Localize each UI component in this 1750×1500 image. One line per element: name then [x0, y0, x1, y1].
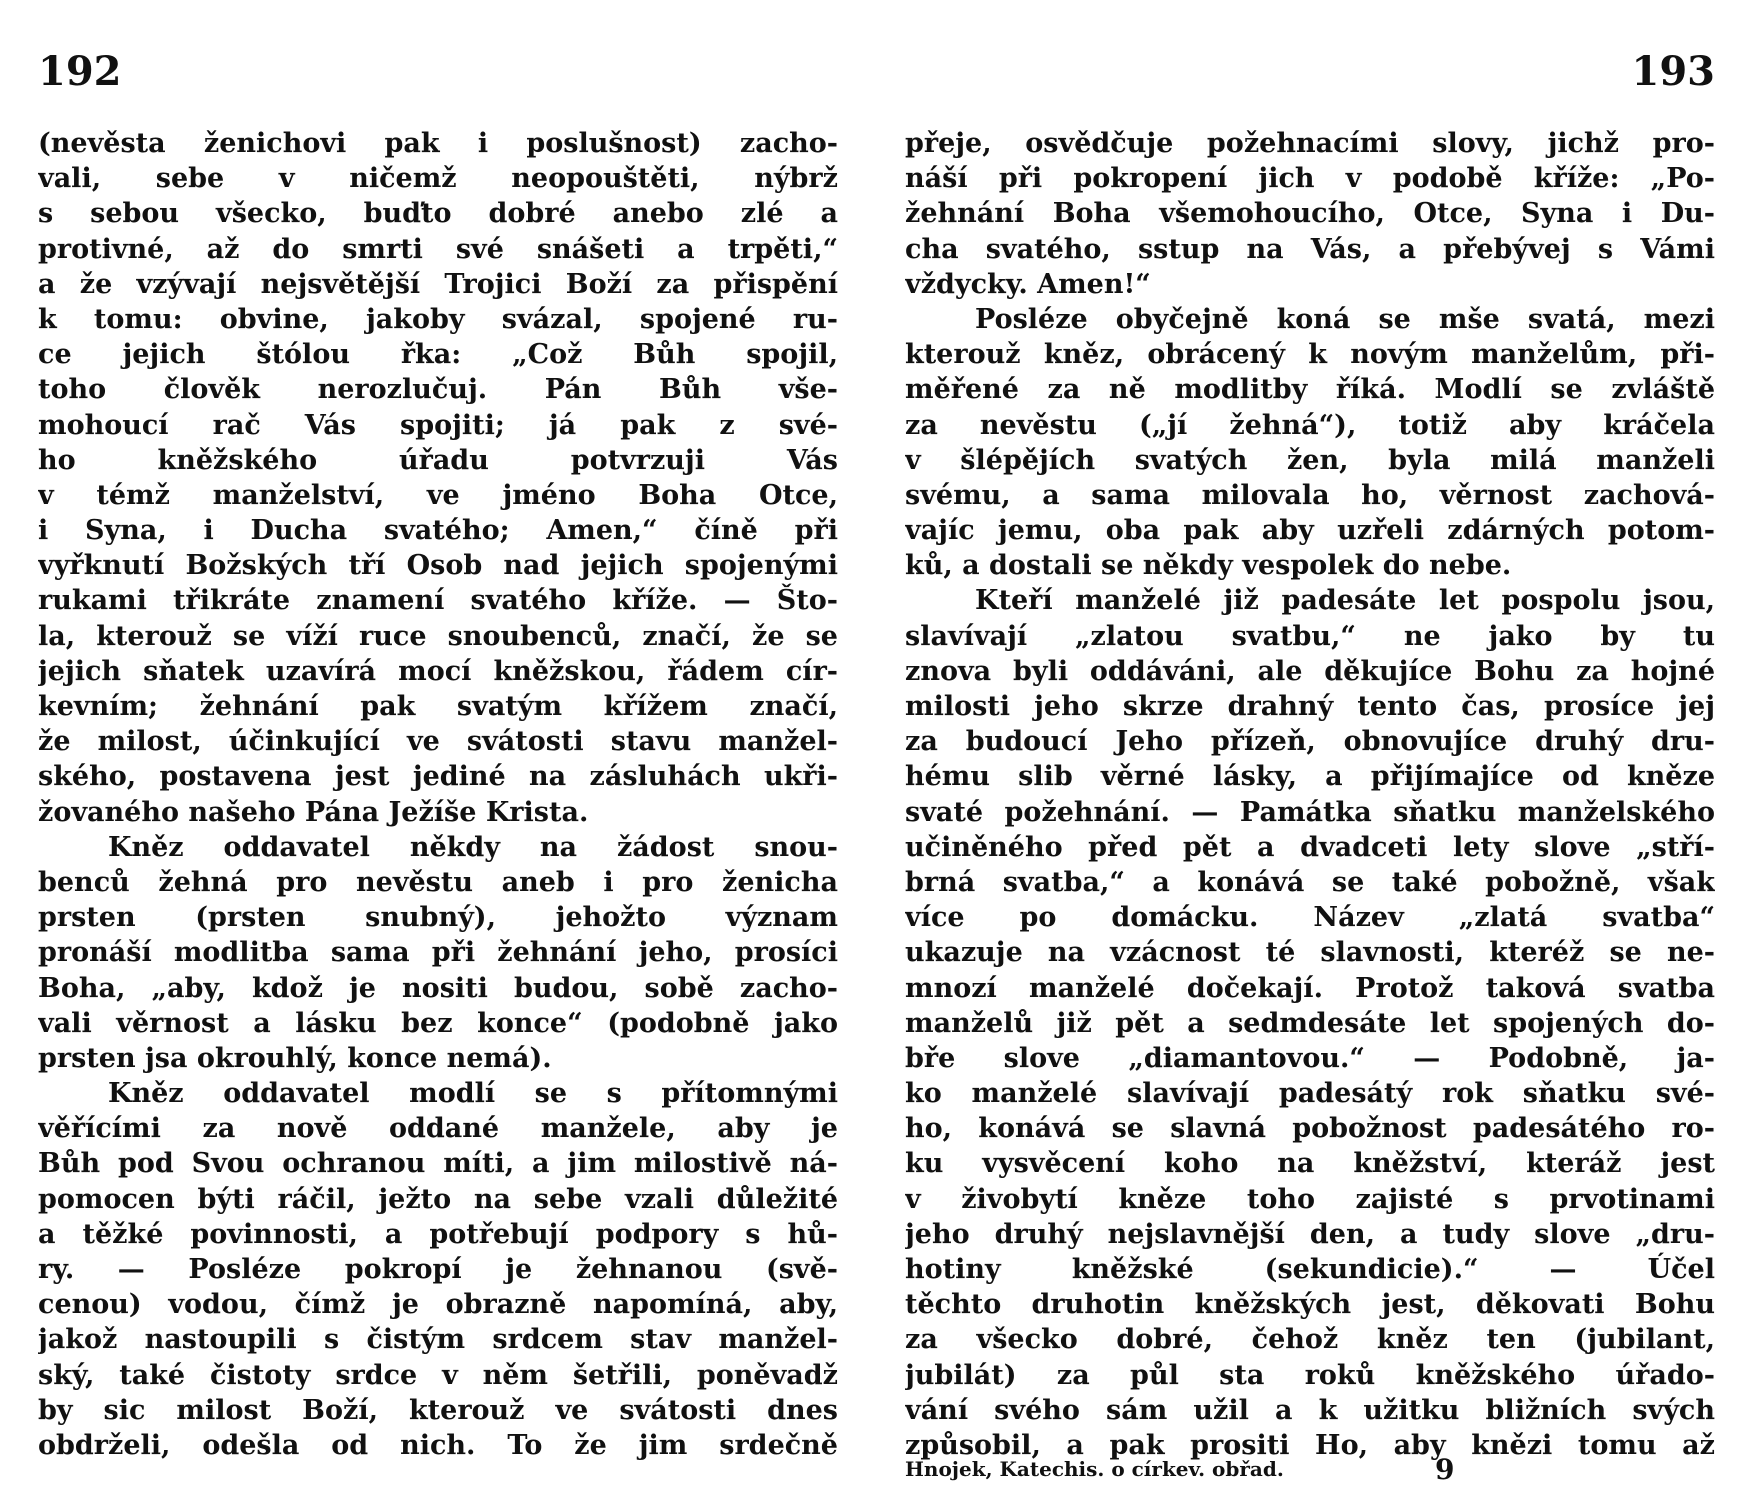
text-line: jubilát) za půl sta roků kněžského úřado- [905, 1359, 1715, 1391]
text-line: jakož nastoupili s čistým srdcem stav manžel- [38, 1324, 838, 1356]
text-line: vali věrnost a lásku bez konce“ (podobně jako [38, 1007, 838, 1039]
text-line: i Syna, i Ducha svatého; Amen,“ číně při [38, 515, 838, 547]
text-line: ků, a dostali se někdy vespolek do nebe. [905, 550, 1512, 582]
text-line: a těžké povinnosti, a potřebují podpory s hů- [38, 1218, 838, 1250]
text-line: ský, také čistoty srdce v něm šetřili, poněvadž [38, 1359, 838, 1391]
text-line: milosti jeho skrze drahný tento čas, prosíce jej [905, 691, 1715, 722]
text-line: ry. — Posléze pokropí je žehnanou (svě- [38, 1254, 838, 1285]
text-line: (nevěsta ženichovi pak i poslušnost) zacho- [38, 128, 838, 159]
text-line: prsten jsa okrouhlý, konce nemá). [38, 1042, 552, 1074]
text-line: ho kněžského úřadu potvrzuji Vás [38, 444, 838, 476]
sheet-number: 9 [1435, 1453, 1455, 1486]
text-line: Boha, „aby, kdož je nositi budou, sobě zacho- [38, 972, 838, 1004]
right-page-text [905, 126, 1715, 1463]
text-line: slavívají „zlatou svatbu,“ ne jako by tu [905, 620, 1715, 652]
text-line: kevním; žehnání pak svatým křížem značí, [38, 691, 838, 722]
text-line: kterouž kněz, obrácený k novým manželům, při- [905, 339, 1715, 371]
text-line: těchto druhotin kněžských jest, děkovati Bohu [905, 1289, 1715, 1321]
text-line: Kteří manželé již padesáte let pospolu jsou, [975, 585, 1715, 617]
text-line: svaté požehnání. — Památka sňatku manželského [905, 796, 1715, 828]
text-line: učiněného před pět a dvadceti lety slove „stří- [905, 831, 1715, 863]
text-line: ského, postavena jest jediné na zásluhách ukři- [38, 761, 838, 793]
text-line: Posléze obyčejně koná se mše svatá, mezi [975, 303, 1715, 335]
text-line: žehnání Boha všemohoucího, Otce, Syna i Du- [905, 198, 1715, 230]
text-line: vždycky. Amen!“ [905, 268, 1151, 300]
left-page-text [38, 126, 838, 1463]
text-line: manželů již pět a sedmdesáte let spojených do- [905, 1007, 1715, 1039]
text-line: vání svého sám užil a k užitku bližních svých [905, 1394, 1715, 1426]
text-line: bře slove „diamantovou.“ — Podobně, ja- [905, 1042, 1715, 1074]
text-line: svému, a sama milovala ho, věrnost zachová- [905, 479, 1715, 511]
left-page [38, 0, 838, 1500]
text-line: pronáší modlitba sama při žehnání jeho, prosíci [38, 937, 838, 969]
text-line: náší při pokropení jich v podobě kříže: „Po- [905, 163, 1715, 195]
text-line: benců žehná pro nevěstu aneb i pro ženicha [38, 866, 838, 898]
text-line: v živobytí kněze toho zajisté s prvotinami [905, 1183, 1715, 1215]
text-line: za budoucí Jeho přízeň, obnovujíce druhý dru- [905, 726, 1715, 758]
text-line: v šlépějích svatých žen, byla milá manželi [905, 444, 1715, 476]
text-line: hotiny kněžské (sekundicie).“ — Účel [905, 1254, 1715, 1285]
text-line: jejich sňatek uzavírá mocí kněžskou, řádem cír- [38, 655, 838, 687]
text-line: mnozí manželé dočekají. Protož taková svatba [905, 972, 1715, 1004]
text-line: toho člověk nerozlučuj. Pán Bůh vše- [38, 374, 838, 406]
text-line: brná svatba,“ a konává se také pobožně, však [905, 866, 1715, 898]
text-line: ce jejich štólou řka: „Což Bůh spojil, [38, 339, 838, 371]
text-line: pomocen býti ráčil, ježto na sebe vzali důležité [38, 1183, 838, 1215]
text-line: s sebou všecko, buďto dobré anebo zlé a [38, 198, 838, 230]
text-line: by sic milost Boží, kterouž ve svátosti dnes [38, 1394, 838, 1426]
text-line: mohoucí rač Vás spojiti; já pak z své- [38, 409, 838, 441]
text-line: v témž manželství, ve jméno Boha Otce, [38, 479, 838, 511]
text-line: za všecko dobré, čehož kněz ten (jubilant, [905, 1324, 1715, 1356]
text-line: protivné, až do smrti své snášeti a trpěti,“ [38, 233, 838, 265]
left-page-number: 192 [38, 48, 122, 95]
text-line: ukazuje na vzácnost té slavnosti, kteréž se ne- [905, 937, 1715, 969]
text-line: věřícími za nově oddané manžele, aby je [38, 1113, 838, 1145]
text-line: za nevěstu („jí žehná“), totiž aby kráčela [905, 409, 1715, 441]
printer-signature: Hnojek, Katechis. o církev. obřad. [905, 1457, 1284, 1481]
text-line: více po domácku. Název „zlatá svatba“ [905, 902, 1715, 934]
text-line: rukami třikráte znamení svatého kříže. — Što- [38, 585, 838, 617]
right-page [905, 0, 1715, 1500]
text-line: přeje, osvědčuje požehnacími slovy, jichž pro- [905, 128, 1715, 159]
text-line: vali, sebe v ničemž neopouštěti, nýbrž [38, 163, 838, 195]
text-line: způsobil, a pak prositi Ho, aby knězi tomu až [905, 1429, 1715, 1461]
text-line: cha svatého, sstup na Vás, a přebývej s Vámi [905, 233, 1715, 265]
text-line: znova byli oddáváni, ale děkujíce Bohu za hojné [905, 655, 1715, 687]
text-line: Kněz oddavatel modlí se s přítomnými [108, 1078, 838, 1110]
text-line: obdrželi, odešla od nich. To že jim srdečně [38, 1429, 838, 1461]
text-line: Kněz oddavatel někdy na žádost snou- [108, 831, 838, 863]
page-footer [905, 1453, 1715, 1487]
text-line: ku vysvěcení koho na kněžství, kteráž jest [905, 1148, 1715, 1180]
text-line: měřené za ně modlitby říká. Modlí se zvláště [905, 374, 1715, 406]
text-line: ko manželé slavívají padesátý rok sňatku své- [905, 1078, 1715, 1110]
text-line: k tomu: obvine, jakoby svázal, spojené ru- [38, 303, 838, 335]
text-line: Bůh pod Svou ochranou míti, a jim milostivě ná- [38, 1148, 838, 1180]
text-line: hému slib věrné lásky, a přijímajíce od kněze [905, 761, 1715, 793]
text-line: vyřknutí Božských tří Osob nad jejich spojenými [38, 550, 838, 582]
text-line: ho, konává se slavná pobožnost padesátého ro- [905, 1113, 1715, 1145]
text-line: že milost, účinkující ve svátosti stavu manžel- [38, 726, 838, 758]
right-page-number: 193 [1631, 48, 1715, 95]
text-line: prsten (prsten snubný), jehožto význam [38, 902, 838, 934]
text-line: žovaného našeho Pána Ježíše Krista. [38, 796, 589, 828]
text-line: cenou) vodou, čímž je obrazně napomíná, aby, [38, 1289, 838, 1321]
text-line: vajíc jemu, oba pak aby uzřeli zdárných potom- [905, 515, 1715, 547]
text-line: la, kterouž se víží ruce snoubenců, značí, že se [38, 620, 838, 652]
text-line: a že vzývají nejsvětější Trojici Boží za přispění [38, 268, 838, 300]
text-line: jeho druhý nejslavnější den, a tudy slove „dru- [905, 1218, 1715, 1250]
